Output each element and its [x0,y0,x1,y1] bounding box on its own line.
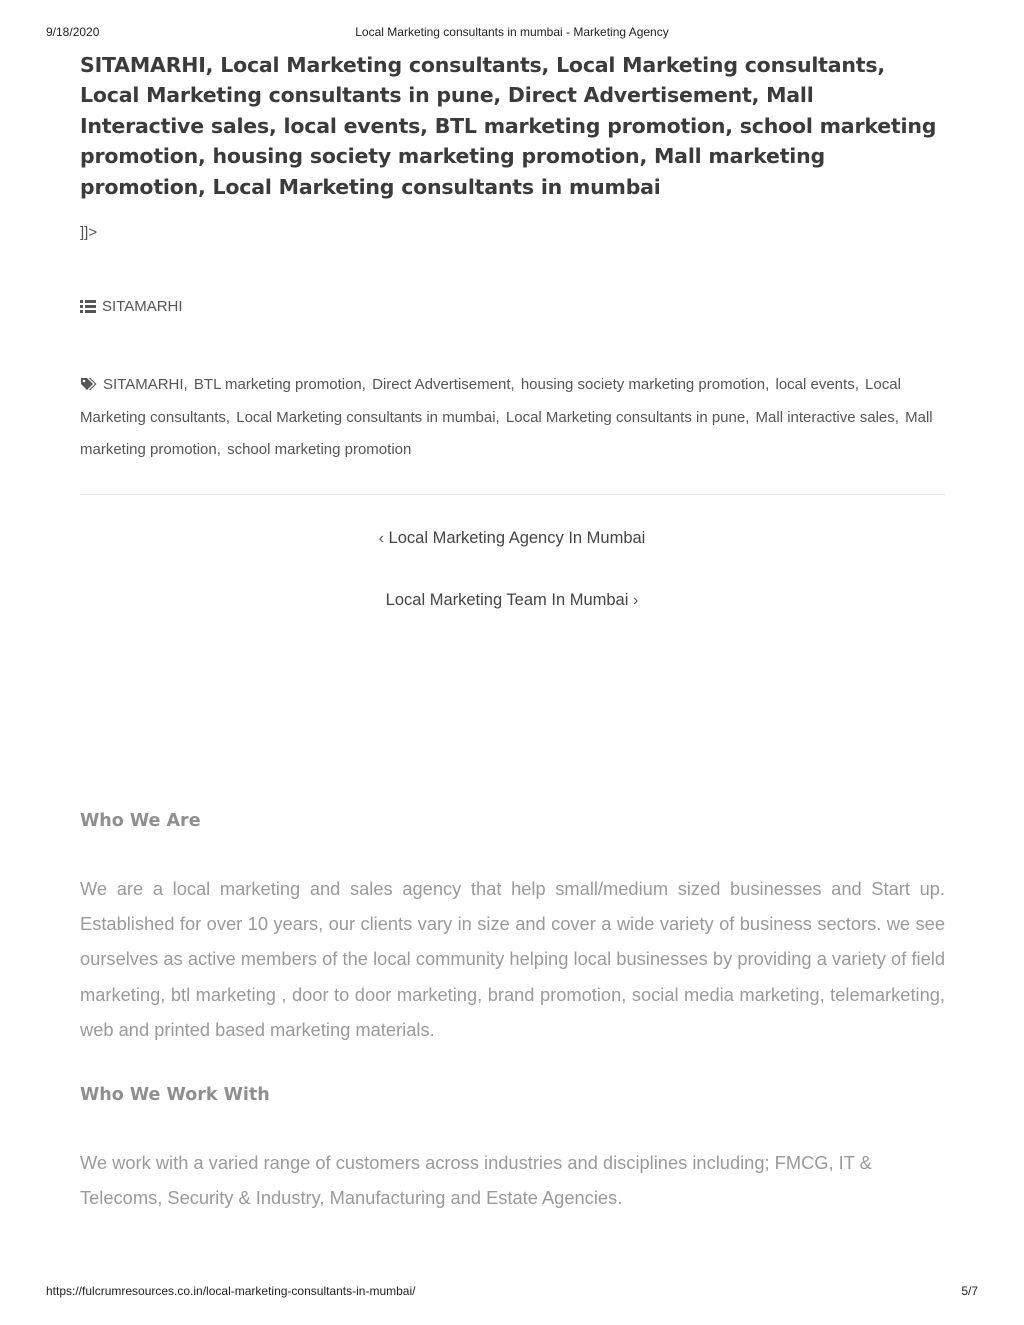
tag-link[interactable]: Mall interactive sales, [755,409,899,427]
chevron-left-icon: ‹ [378,530,384,547]
tag-link[interactable]: BTL marketing promotion, [193,376,366,393]
tag-link[interactable]: housing society marketing promotion, [520,376,770,393]
print-page-number: 5/7 [961,1284,978,1298]
post-tags [80,369,950,465]
who-we-are-heading: Who We Are [80,811,201,831]
tag-link[interactable]: Local Marketing consultants, [80,376,901,427]
who-we-work-with-heading: Who We Work With [80,1085,270,1105]
tags-icon [80,371,99,402]
next-post-link[interactable] [0,591,1024,610]
tag-link[interactable]: Local Marketing consultants in mumbai, [236,409,500,427]
post-title: SITAMARHI, Local Marketing consultants, Local Marketing consultants, Local Marketing consultants in pune, Direct Advertisement, Mall Interactive sales, local events, BTL marketing promotion, school marketing promotion, housing society marketing promotion, Mall marketing promotion, Local Marketing consultants in mumbai [80,53,937,199]
tag-link[interactable]: Local Marketing consultants in pune, [505,409,750,427]
next-post-label: Local Marketing Team In Mumbai [385,591,629,609]
content-divider [80,494,945,495]
cdata-artifact: ]]> [80,224,98,241]
post-category [80,298,183,315]
print-page-title: Local Marketing consultants in mumbai - Marketing Agency [355,25,669,39]
tag-link[interactable]: local events, [775,376,859,393]
tag-link[interactable]: Direct Advertisement, [372,376,515,393]
prev-post-label: Local Marketing Agency In Mumbai [388,529,646,547]
print-url: https://fulcrumresources.co.in/local-marketing-consultants-in-mumbai/ [46,1284,416,1298]
category-link[interactable]: SITAMARHI [102,298,183,315]
tag-link[interactable]: Mall marketing promotion, [80,409,933,458]
list-icon [80,300,96,314]
chevron-right-icon: › [633,592,639,609]
print-date: 9/18/2020 [46,25,100,39]
who-we-work-with-text: We work with a varied range of customers across industries and disciplines including; FMCG, IT & Telecoms, Security & Industry, Manufacturing and Estate Agencies. [80,1152,872,1209]
prev-post-link[interactable] [0,529,1024,548]
tag-link[interactable]: school marketing promotion [227,440,412,458]
who-we-are-text: We are a local marketing and sales agency that help small/medium sized businesses and Start up. Established for over 10 years, our clients vary in size and cover a wide variety of business sectors. we see ourselves as active members of the local community helping local businesses by providing a variety of field marketing, btl marketing , door to door marketing, brand promotion, social media marketing, telemarketing, web and printed based marketing materials. [80,878,945,1040]
tag-link[interactable]: SITAMARHI, [103,376,188,393]
